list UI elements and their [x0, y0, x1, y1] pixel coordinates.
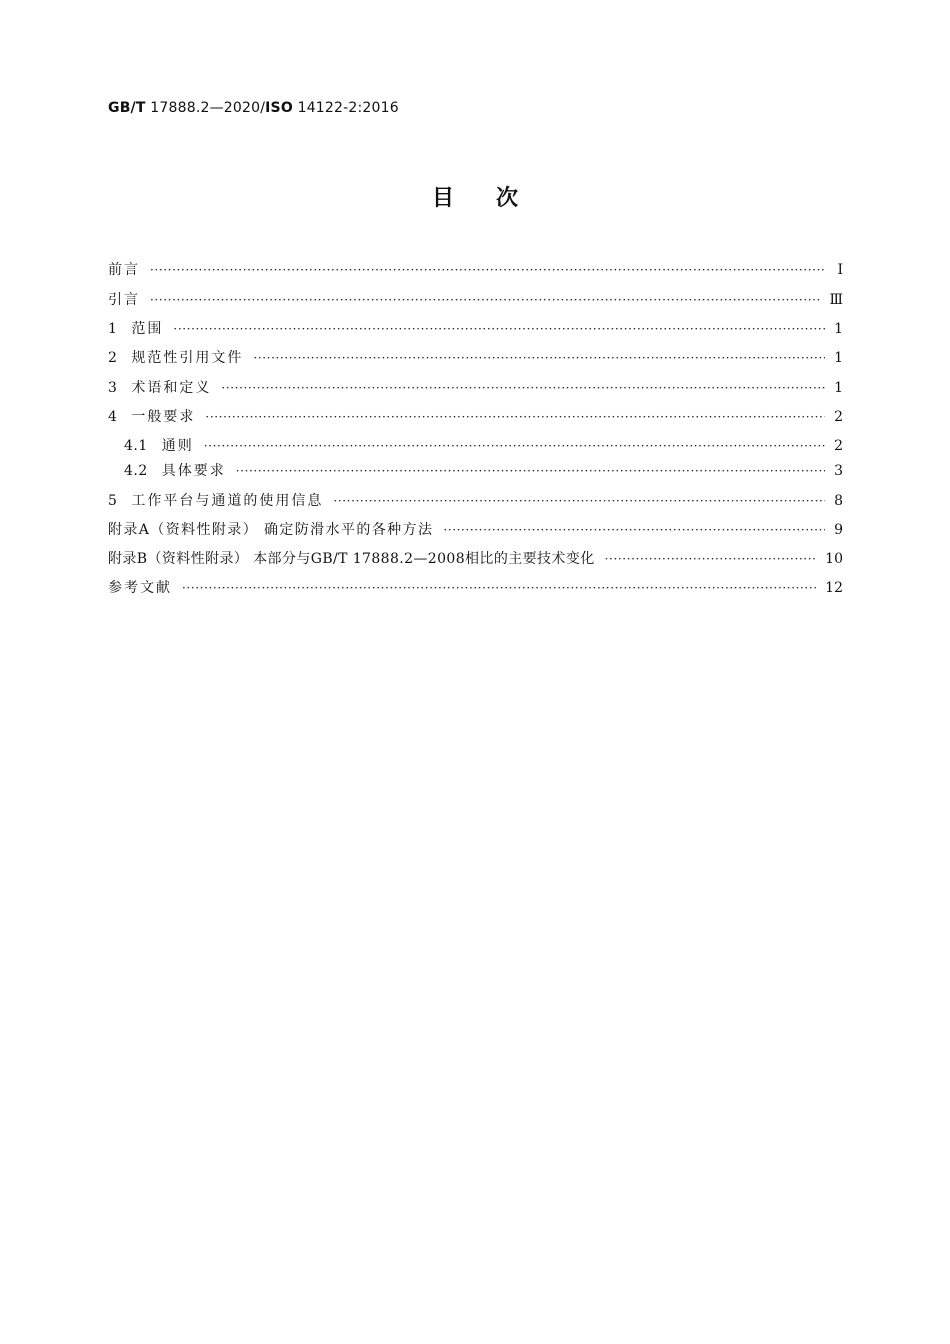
toc-entry-general[interactable]: [124, 436, 843, 456]
toc-entry-page: 10: [825, 551, 843, 567]
toc-entry-label: 通则: [161, 438, 194, 454]
toc-entry-page: 2: [834, 438, 843, 454]
toc-entry-page: 8: [834, 493, 843, 509]
toc-entry-label: 附录B（资料性附录） 本部分与GB/T 17888.2—2008相比的主要技术变化: [108, 551, 595, 567]
toc-entry-terms-definitions[interactable]: [108, 378, 843, 398]
toc-dot-leader: [182, 578, 817, 598]
toc-dot-leader: [205, 407, 825, 427]
toc-entry-page: 1: [834, 321, 843, 337]
toc-dot-leader: [204, 436, 825, 456]
toc-dot-leader: [236, 461, 825, 481]
toc-entry-label: 术语和定义: [131, 380, 212, 396]
toc-entry-number: 4: [108, 409, 118, 425]
toc-entry-label: 一般要求: [131, 409, 196, 425]
toc-entry-preface[interactable]: [108, 260, 843, 280]
toc-dot-leader: [443, 520, 825, 540]
toc-dot-leader: [253, 348, 825, 368]
iso-prefix: ISO: [265, 100, 293, 116]
toc-entry-page: 9: [834, 522, 843, 538]
toc-entry-label: 工作平台与通道的使用信息: [131, 493, 324, 509]
toc-entry-number: 5: [108, 493, 118, 509]
toc-entry-page: Ⅲ: [829, 292, 843, 308]
toc-entry-number: 4.1: [124, 438, 148, 454]
toc-entry-page: 1: [834, 350, 843, 366]
toc-dot-leader: [221, 378, 825, 398]
toc-entry-label: 规范性引用文件: [131, 350, 244, 366]
toc-entry-number: 1: [108, 321, 118, 337]
toc-entry-introduction[interactable]: [108, 290, 843, 310]
toc-entry-label: 具体要求: [161, 463, 226, 479]
standard-number: 17888.2—2020/: [150, 100, 266, 116]
toc-entry-label: 引言: [108, 292, 140, 308]
toc-dot-leader: [605, 549, 818, 569]
toc-dot-leader: [333, 491, 825, 511]
toc-entry-scope[interactable]: [108, 319, 843, 339]
standard-prefix: GB/T: [108, 100, 146, 116]
toc-title: 目次: [431, 186, 560, 211]
toc-entry-page: 3: [834, 463, 843, 479]
toc-entry-label: 附录A（资料性附录） 确定防滑水平的各种方法: [108, 522, 434, 538]
document-standard-header: [108, 100, 399, 116]
toc-entry-normative-references[interactable]: [108, 348, 843, 368]
toc-entry-general-requirements[interactable]: [108, 407, 843, 427]
toc-entry-label: 前言: [108, 262, 140, 278]
toc-dot-leader: [173, 319, 825, 339]
toc-entry-number: 2: [108, 350, 118, 366]
toc-entry-page: Ⅰ: [837, 262, 843, 278]
toc-entry-specific-requirements[interactable]: [124, 461, 843, 481]
toc-entry-label: 范围: [131, 321, 164, 337]
toc-entry-number: 4.2: [124, 463, 148, 479]
iso-number: 14122-2:2016: [297, 100, 399, 116]
toc-dot-leader: [150, 260, 825, 280]
toc-dot-leader: [150, 290, 821, 310]
toc-entry-page: 2: [834, 409, 843, 425]
toc-entry-annex-a[interactable]: [108, 520, 843, 540]
toc-entry-number: 3: [108, 380, 118, 396]
toc-entry-bibliography[interactable]: [108, 578, 843, 598]
toc-entry-page: 12: [825, 580, 843, 596]
toc-entry-annex-b[interactable]: [108, 549, 843, 569]
toc-entry-page: 1: [834, 380, 843, 396]
toc-entry-usage-information[interactable]: [108, 491, 843, 511]
toc-entry-label: 参考文献: [108, 580, 172, 596]
